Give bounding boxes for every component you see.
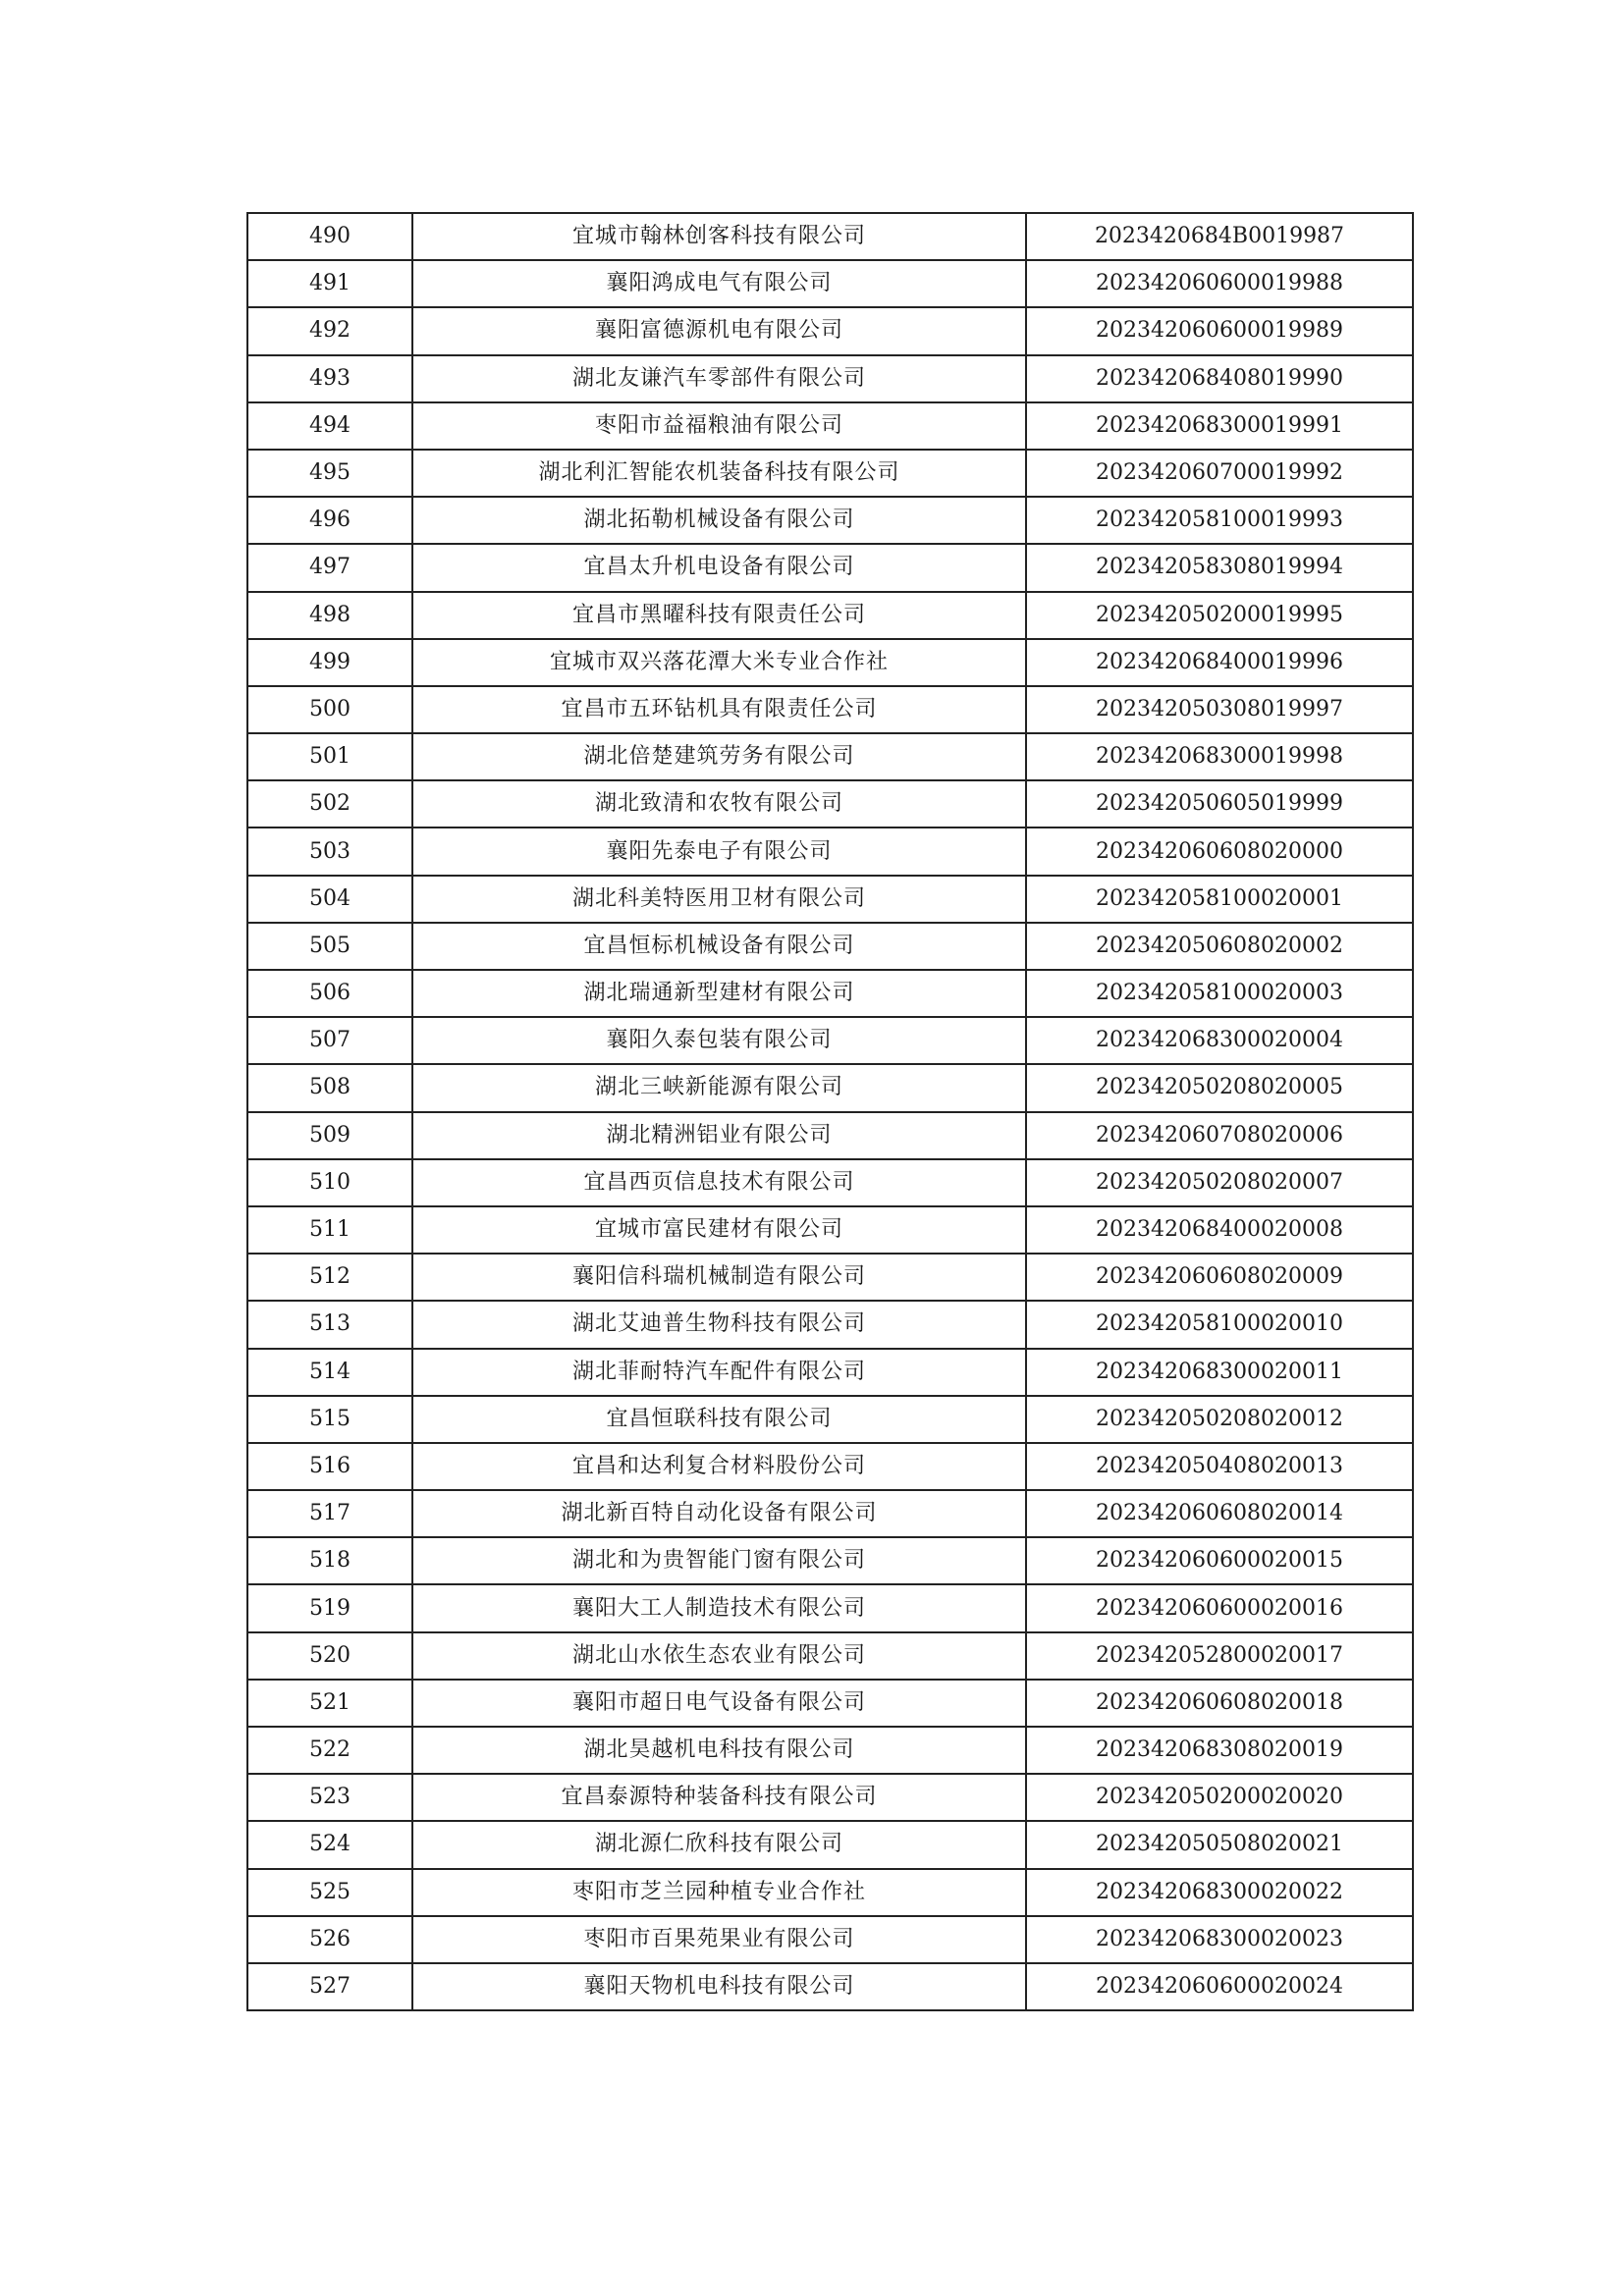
registration-code-cell: 202342068300020011 — [1026, 1349, 1413, 1396]
row-number-cell: 507 — [247, 1017, 412, 1064]
company-name-cell: 湖北昊越机电科技有限公司 — [412, 1727, 1026, 1774]
registration-code-cell: 202342058100020010 — [1026, 1301, 1413, 1348]
row-number-cell: 524 — [247, 1821, 412, 1868]
registration-code-cell: 202342050200020020 — [1026, 1774, 1413, 1821]
row-number-cell: 526 — [247, 1916, 412, 1963]
row-number-cell: 498 — [247, 592, 412, 639]
row-number-cell: 494 — [247, 402, 412, 450]
row-number-cell: 493 — [247, 355, 412, 402]
row-number-cell: 504 — [247, 876, 412, 923]
table-row — [247, 450, 1413, 497]
table-row — [247, 1254, 1413, 1301]
company-name-cell: 襄阳富德源机电有限公司 — [412, 307, 1026, 354]
table-row — [247, 1301, 1413, 1348]
company-name-cell: 襄阳信科瑞机械制造有限公司 — [412, 1254, 1026, 1301]
company-name-cell: 湖北新百特自动化设备有限公司 — [412, 1490, 1026, 1537]
registration-code-cell: 202342068300020023 — [1026, 1916, 1413, 1963]
company-name-cell: 宜城市富民建材有限公司 — [412, 1206, 1026, 1254]
table-row — [247, 260, 1413, 307]
row-number-cell: 513 — [247, 1301, 412, 1348]
row-number-cell: 517 — [247, 1490, 412, 1537]
row-number-cell: 492 — [247, 307, 412, 354]
company-name-cell: 宜城市双兴落花潭大米专业合作社 — [412, 639, 1026, 686]
table-row — [247, 639, 1413, 686]
table-row — [247, 1490, 1413, 1537]
company-name-cell: 宜城市翰林创客科技有限公司 — [412, 213, 1026, 260]
company-name-cell: 宜昌市黑曜科技有限责任公司 — [412, 592, 1026, 639]
table-row — [247, 1064, 1413, 1111]
table-row — [247, 686, 1413, 733]
table-row — [247, 497, 1413, 544]
registration-code-cell: 2023420684B0019987 — [1026, 213, 1413, 260]
row-number-cell: 505 — [247, 923, 412, 970]
registration-code-cell: 202342058100020001 — [1026, 876, 1413, 923]
registration-code-cell: 202342060608020014 — [1026, 1490, 1413, 1537]
registration-code-cell: 202342060608020000 — [1026, 828, 1413, 875]
registration-code-cell: 202342060600019989 — [1026, 307, 1413, 354]
company-name-cell: 宜昌和达利复合材料股份公司 — [412, 1443, 1026, 1490]
registration-code-cell: 202342068408019990 — [1026, 355, 1413, 402]
registration-code-cell: 202342050200019995 — [1026, 592, 1413, 639]
company-name-cell: 湖北致清和农牧有限公司 — [412, 780, 1026, 828]
company-name-cell: 湖北利汇智能农机装备科技有限公司 — [412, 450, 1026, 497]
company-name-cell: 湖北科美特医用卫材有限公司 — [412, 876, 1026, 923]
registration-code-cell: 202342060600020015 — [1026, 1537, 1413, 1584]
table-row — [247, 592, 1413, 639]
row-number-cell: 516 — [247, 1443, 412, 1490]
registry-table — [246, 212, 1414, 2011]
table-row — [247, 1869, 1413, 1916]
company-name-cell: 湖北菲耐特汽车配件有限公司 — [412, 1349, 1026, 1396]
table-row — [247, 355, 1413, 402]
row-number-cell: 499 — [247, 639, 412, 686]
row-number-cell: 497 — [247, 544, 412, 591]
table-row — [247, 1396, 1413, 1443]
table-row — [247, 1963, 1413, 2010]
table-row — [247, 1112, 1413, 1159]
row-number-cell: 491 — [247, 260, 412, 307]
company-name-cell: 湖北拓勒机械设备有限公司 — [412, 497, 1026, 544]
company-name-cell: 湖北精洲铝业有限公司 — [412, 1112, 1026, 1159]
table-row — [247, 402, 1413, 450]
company-name-cell: 枣阳市芝兰园种植专业合作社 — [412, 1869, 1026, 1916]
table-row — [247, 1017, 1413, 1064]
table-row — [247, 1349, 1413, 1396]
table-row — [247, 733, 1413, 780]
registration-code-cell: 202342052800020017 — [1026, 1632, 1413, 1680]
company-name-cell: 宜昌市五环钻机具有限责任公司 — [412, 686, 1026, 733]
row-number-cell: 495 — [247, 450, 412, 497]
row-number-cell: 515 — [247, 1396, 412, 1443]
row-number-cell: 509 — [247, 1112, 412, 1159]
row-number-cell: 500 — [247, 686, 412, 733]
company-name-cell: 枣阳市益福粮油有限公司 — [412, 402, 1026, 450]
table-row — [247, 213, 1413, 260]
table-row — [247, 1774, 1413, 1821]
row-number-cell: 514 — [247, 1349, 412, 1396]
registration-code-cell: 202342068300020004 — [1026, 1017, 1413, 1064]
registration-code-cell: 202342060600019988 — [1026, 260, 1413, 307]
row-number-cell: 506 — [247, 970, 412, 1017]
row-number-cell: 510 — [247, 1159, 412, 1206]
table-row — [247, 1916, 1413, 1963]
row-number-cell: 525 — [247, 1869, 412, 1916]
registration-code-cell: 202342050308019997 — [1026, 686, 1413, 733]
company-name-cell: 湖北和为贵智能门窗有限公司 — [412, 1537, 1026, 1584]
registration-code-cell: 202342050208020007 — [1026, 1159, 1413, 1206]
row-number-cell: 519 — [247, 1584, 412, 1631]
table-row — [247, 1680, 1413, 1727]
row-number-cell: 512 — [247, 1254, 412, 1301]
registration-code-cell: 202342068400020008 — [1026, 1206, 1413, 1254]
company-name-cell: 襄阳市超日电气设备有限公司 — [412, 1680, 1026, 1727]
table-row — [247, 923, 1413, 970]
registration-code-cell: 202342050608020002 — [1026, 923, 1413, 970]
company-name-cell: 宜昌恒联科技有限公司 — [412, 1396, 1026, 1443]
company-name-cell: 湖北山水依生态农业有限公司 — [412, 1632, 1026, 1680]
company-name-cell: 宜昌西页信息技术有限公司 — [412, 1159, 1026, 1206]
company-name-cell: 湖北艾迪普生物科技有限公司 — [412, 1301, 1026, 1348]
registration-code-cell: 202342058100019993 — [1026, 497, 1413, 544]
row-number-cell: 490 — [247, 213, 412, 260]
registry-table-body — [247, 213, 1413, 2010]
table-row — [247, 1632, 1413, 1680]
row-number-cell: 511 — [247, 1206, 412, 1254]
registration-code-cell: 202342068308020019 — [1026, 1727, 1413, 1774]
row-number-cell: 501 — [247, 733, 412, 780]
company-name-cell: 襄阳大工人制造技术有限公司 — [412, 1584, 1026, 1631]
company-name-cell: 湖北友谦汽车零部件有限公司 — [412, 355, 1026, 402]
table-row — [247, 307, 1413, 354]
company-name-cell: 湖北三峡新能源有限公司 — [412, 1064, 1026, 1111]
company-name-cell: 湖北倍楚建筑劳务有限公司 — [412, 733, 1026, 780]
row-number-cell: 527 — [247, 1963, 412, 2010]
registration-code-cell: 202342060708020006 — [1026, 1112, 1413, 1159]
company-name-cell: 宜昌泰源特种装备科技有限公司 — [412, 1774, 1026, 1821]
table-row — [247, 1537, 1413, 1584]
registration-code-cell: 202342060608020018 — [1026, 1680, 1413, 1727]
company-name-cell: 湖北源仁欣科技有限公司 — [412, 1821, 1026, 1868]
registration-code-cell: 202342050508020021 — [1026, 1821, 1413, 1868]
table-row — [247, 544, 1413, 591]
row-number-cell: 496 — [247, 497, 412, 544]
registration-code-cell: 202342050208020005 — [1026, 1064, 1413, 1111]
table-row — [247, 780, 1413, 828]
company-name-cell: 襄阳天物机电科技有限公司 — [412, 1963, 1026, 2010]
registration-code-cell: 202342068300019991 — [1026, 402, 1413, 450]
company-name-cell: 襄阳先泰电子有限公司 — [412, 828, 1026, 875]
row-number-cell: 521 — [247, 1680, 412, 1727]
company-name-cell: 襄阳久泰包装有限公司 — [412, 1017, 1026, 1064]
table-row — [247, 1159, 1413, 1206]
registration-code-cell: 202342058100020003 — [1026, 970, 1413, 1017]
table-row — [247, 1821, 1413, 1868]
row-number-cell: 520 — [247, 1632, 412, 1680]
table-row — [247, 876, 1413, 923]
row-number-cell: 503 — [247, 828, 412, 875]
table-row — [247, 1584, 1413, 1631]
registration-code-cell: 202342050408020013 — [1026, 1443, 1413, 1490]
registration-code-cell: 202342060600020016 — [1026, 1584, 1413, 1631]
row-number-cell: 518 — [247, 1537, 412, 1584]
table-row — [247, 1206, 1413, 1254]
registration-code-cell: 202342050605019999 — [1026, 780, 1413, 828]
table-row — [247, 828, 1413, 875]
company-name-cell: 宜昌太升机电设备有限公司 — [412, 544, 1026, 591]
table-row — [247, 970, 1413, 1017]
row-number-cell: 502 — [247, 780, 412, 828]
registration-code-cell: 202342060608020009 — [1026, 1254, 1413, 1301]
registration-code-cell: 202342060600020024 — [1026, 1963, 1413, 2010]
row-number-cell: 523 — [247, 1774, 412, 1821]
registration-code-cell: 202342058308019994 — [1026, 544, 1413, 591]
table-row — [247, 1443, 1413, 1490]
registration-code-cell: 202342068300019998 — [1026, 733, 1413, 780]
company-name-cell: 枣阳市百果苑果业有限公司 — [412, 1916, 1026, 1963]
company-name-cell: 襄阳鸿成电气有限公司 — [412, 260, 1026, 307]
registration-code-cell: 202342060700019992 — [1026, 450, 1413, 497]
table-row — [247, 1727, 1413, 1774]
row-number-cell: 522 — [247, 1727, 412, 1774]
company-name-cell: 宜昌恒标机械设备有限公司 — [412, 923, 1026, 970]
registration-code-cell: 202342050208020012 — [1026, 1396, 1413, 1443]
row-number-cell: 508 — [247, 1064, 412, 1111]
registration-code-cell: 202342068400019996 — [1026, 639, 1413, 686]
company-name-cell: 湖北瑞通新型建材有限公司 — [412, 970, 1026, 1017]
registration-code-cell: 202342068300020022 — [1026, 1869, 1413, 1916]
